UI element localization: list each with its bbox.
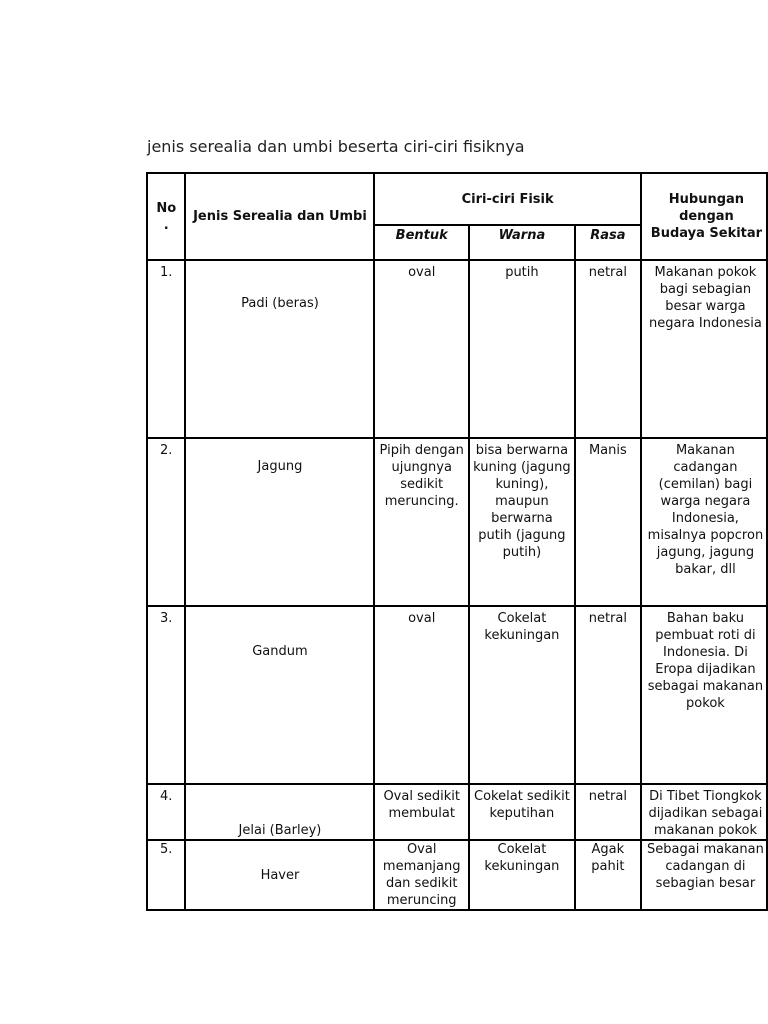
header-rasa-label: Rasa (590, 228, 626, 243)
cell-bentuk-text: oval (408, 265, 436, 280)
cell-rasa (575, 606, 641, 784)
cell-no-text: 1. (160, 265, 173, 280)
cell-hubungan (641, 784, 767, 840)
cell-hubungan-text: Makanan pokok bagi sebagian besar warga negara Indonesia (649, 265, 762, 331)
cell-rasa-text: netral (588, 611, 627, 626)
header-jenis (185, 173, 374, 260)
cell-no (147, 606, 185, 784)
cell-warna-text: bisa berwarna kuning (jagung kuning), maupun berwarna putih (jagung putih) (473, 443, 571, 560)
header-hubungan-label: Hubungan dengan Budaya Sekitar (650, 192, 763, 241)
cell-jenis-text: Padi (beras) (241, 296, 319, 311)
cell-jenis-text: Haver (260, 867, 300, 883)
header-bentuk (374, 225, 469, 260)
cell-bentuk-text: Pipih dengan ujungnya sedikit meruncing. (379, 443, 464, 509)
table-row (147, 784, 767, 840)
cell-rasa (575, 784, 641, 840)
cell-jenis (185, 260, 374, 438)
cell-rasa (575, 260, 641, 438)
cell-jenis-text: Jagung (257, 459, 303, 474)
cell-no-text: 5. (160, 842, 173, 857)
cell-hubungan (641, 606, 767, 784)
cell-no (147, 784, 185, 840)
cell-no-text: 2. (160, 443, 173, 458)
cell-jenis (185, 438, 374, 606)
cell-rasa-text: netral (588, 265, 627, 280)
cell-jenis (185, 840, 374, 910)
cereal-table (146, 172, 768, 911)
header-warna (469, 225, 575, 260)
header-hubungan (641, 173, 767, 260)
cell-rasa-text: Agak pahit (591, 842, 625, 874)
cell-rasa-text: Manis (588, 443, 627, 458)
cell-hubungan-text: Sebagai makanan cadangan di sebagian besar (647, 842, 764, 891)
cell-bentuk (374, 784, 469, 840)
table-row (147, 606, 767, 784)
cell-warna (469, 784, 575, 840)
cell-warna-text: Cokelat kekuningan (484, 611, 560, 643)
cell-rasa-text: netral (588, 789, 627, 804)
cell-no (147, 438, 185, 606)
cell-bentuk (374, 606, 469, 784)
cell-warna (469, 260, 575, 438)
cell-hubungan-text: Di Tibet Tiongkok dijadikan sebagai makanan pokok (648, 789, 763, 838)
cell-hubungan (641, 260, 767, 438)
cell-bentuk (374, 438, 469, 606)
cell-jenis (185, 784, 374, 840)
table-row (147, 438, 767, 606)
cell-no-text: 4. (160, 789, 173, 804)
header-jenis-label: Jenis Serealia dan Umbi (193, 209, 367, 224)
cell-warna-text: Cokelat kekuningan (484, 842, 560, 874)
cell-hubungan (641, 840, 767, 910)
cell-no (147, 840, 185, 910)
header-ciri-label: Ciri-ciri Fisik (461, 191, 554, 207)
header-warna-label: Warna (498, 228, 546, 243)
header-no (147, 173, 185, 260)
cell-jenis-text: Jelai (Barley) (238, 823, 322, 838)
cell-hubungan-text: Makanan cadangan (cemilan) bagi warga negara Indonesia, misalnya popcron jagung, jagung bakar, dll (647, 443, 764, 577)
cell-warna (469, 840, 575, 910)
cell-bentuk-text: oval (408, 611, 436, 626)
cell-jenis (185, 606, 374, 784)
cell-jenis-text: Gandum (252, 644, 308, 659)
header-ciri-fisik (374, 173, 640, 225)
cell-rasa (575, 840, 641, 910)
header-rasa (575, 225, 641, 260)
header-no-label: No . (156, 200, 177, 233)
table-row (147, 260, 767, 438)
cell-hubungan-text: Bahan baku pembuat roti di Indonesia. Di Eropa dijadikan sebagai makanan pokok (647, 611, 764, 711)
cell-warna (469, 438, 575, 606)
cell-rasa (575, 438, 641, 606)
table-row (147, 840, 767, 910)
cell-warna-text: putih (505, 265, 539, 280)
cell-bentuk-text: Oval sedikit membulat (383, 789, 460, 821)
cell-bentuk-text: Oval memanjang dan sedikit meruncing (382, 842, 461, 908)
cell-warna (469, 606, 575, 784)
cell-warna-text: Cokelat sedikit keputihan (474, 789, 570, 821)
cell-bentuk (374, 260, 469, 438)
cell-hubungan (641, 438, 767, 606)
cell-bentuk (374, 840, 469, 910)
header-bentuk-label: Bentuk (395, 228, 448, 243)
document-title: jenis serealia dan umbi beserta ciri-ciri fisiknya (147, 137, 525, 156)
cell-no (147, 260, 185, 438)
cell-no-text: 3. (160, 611, 173, 626)
